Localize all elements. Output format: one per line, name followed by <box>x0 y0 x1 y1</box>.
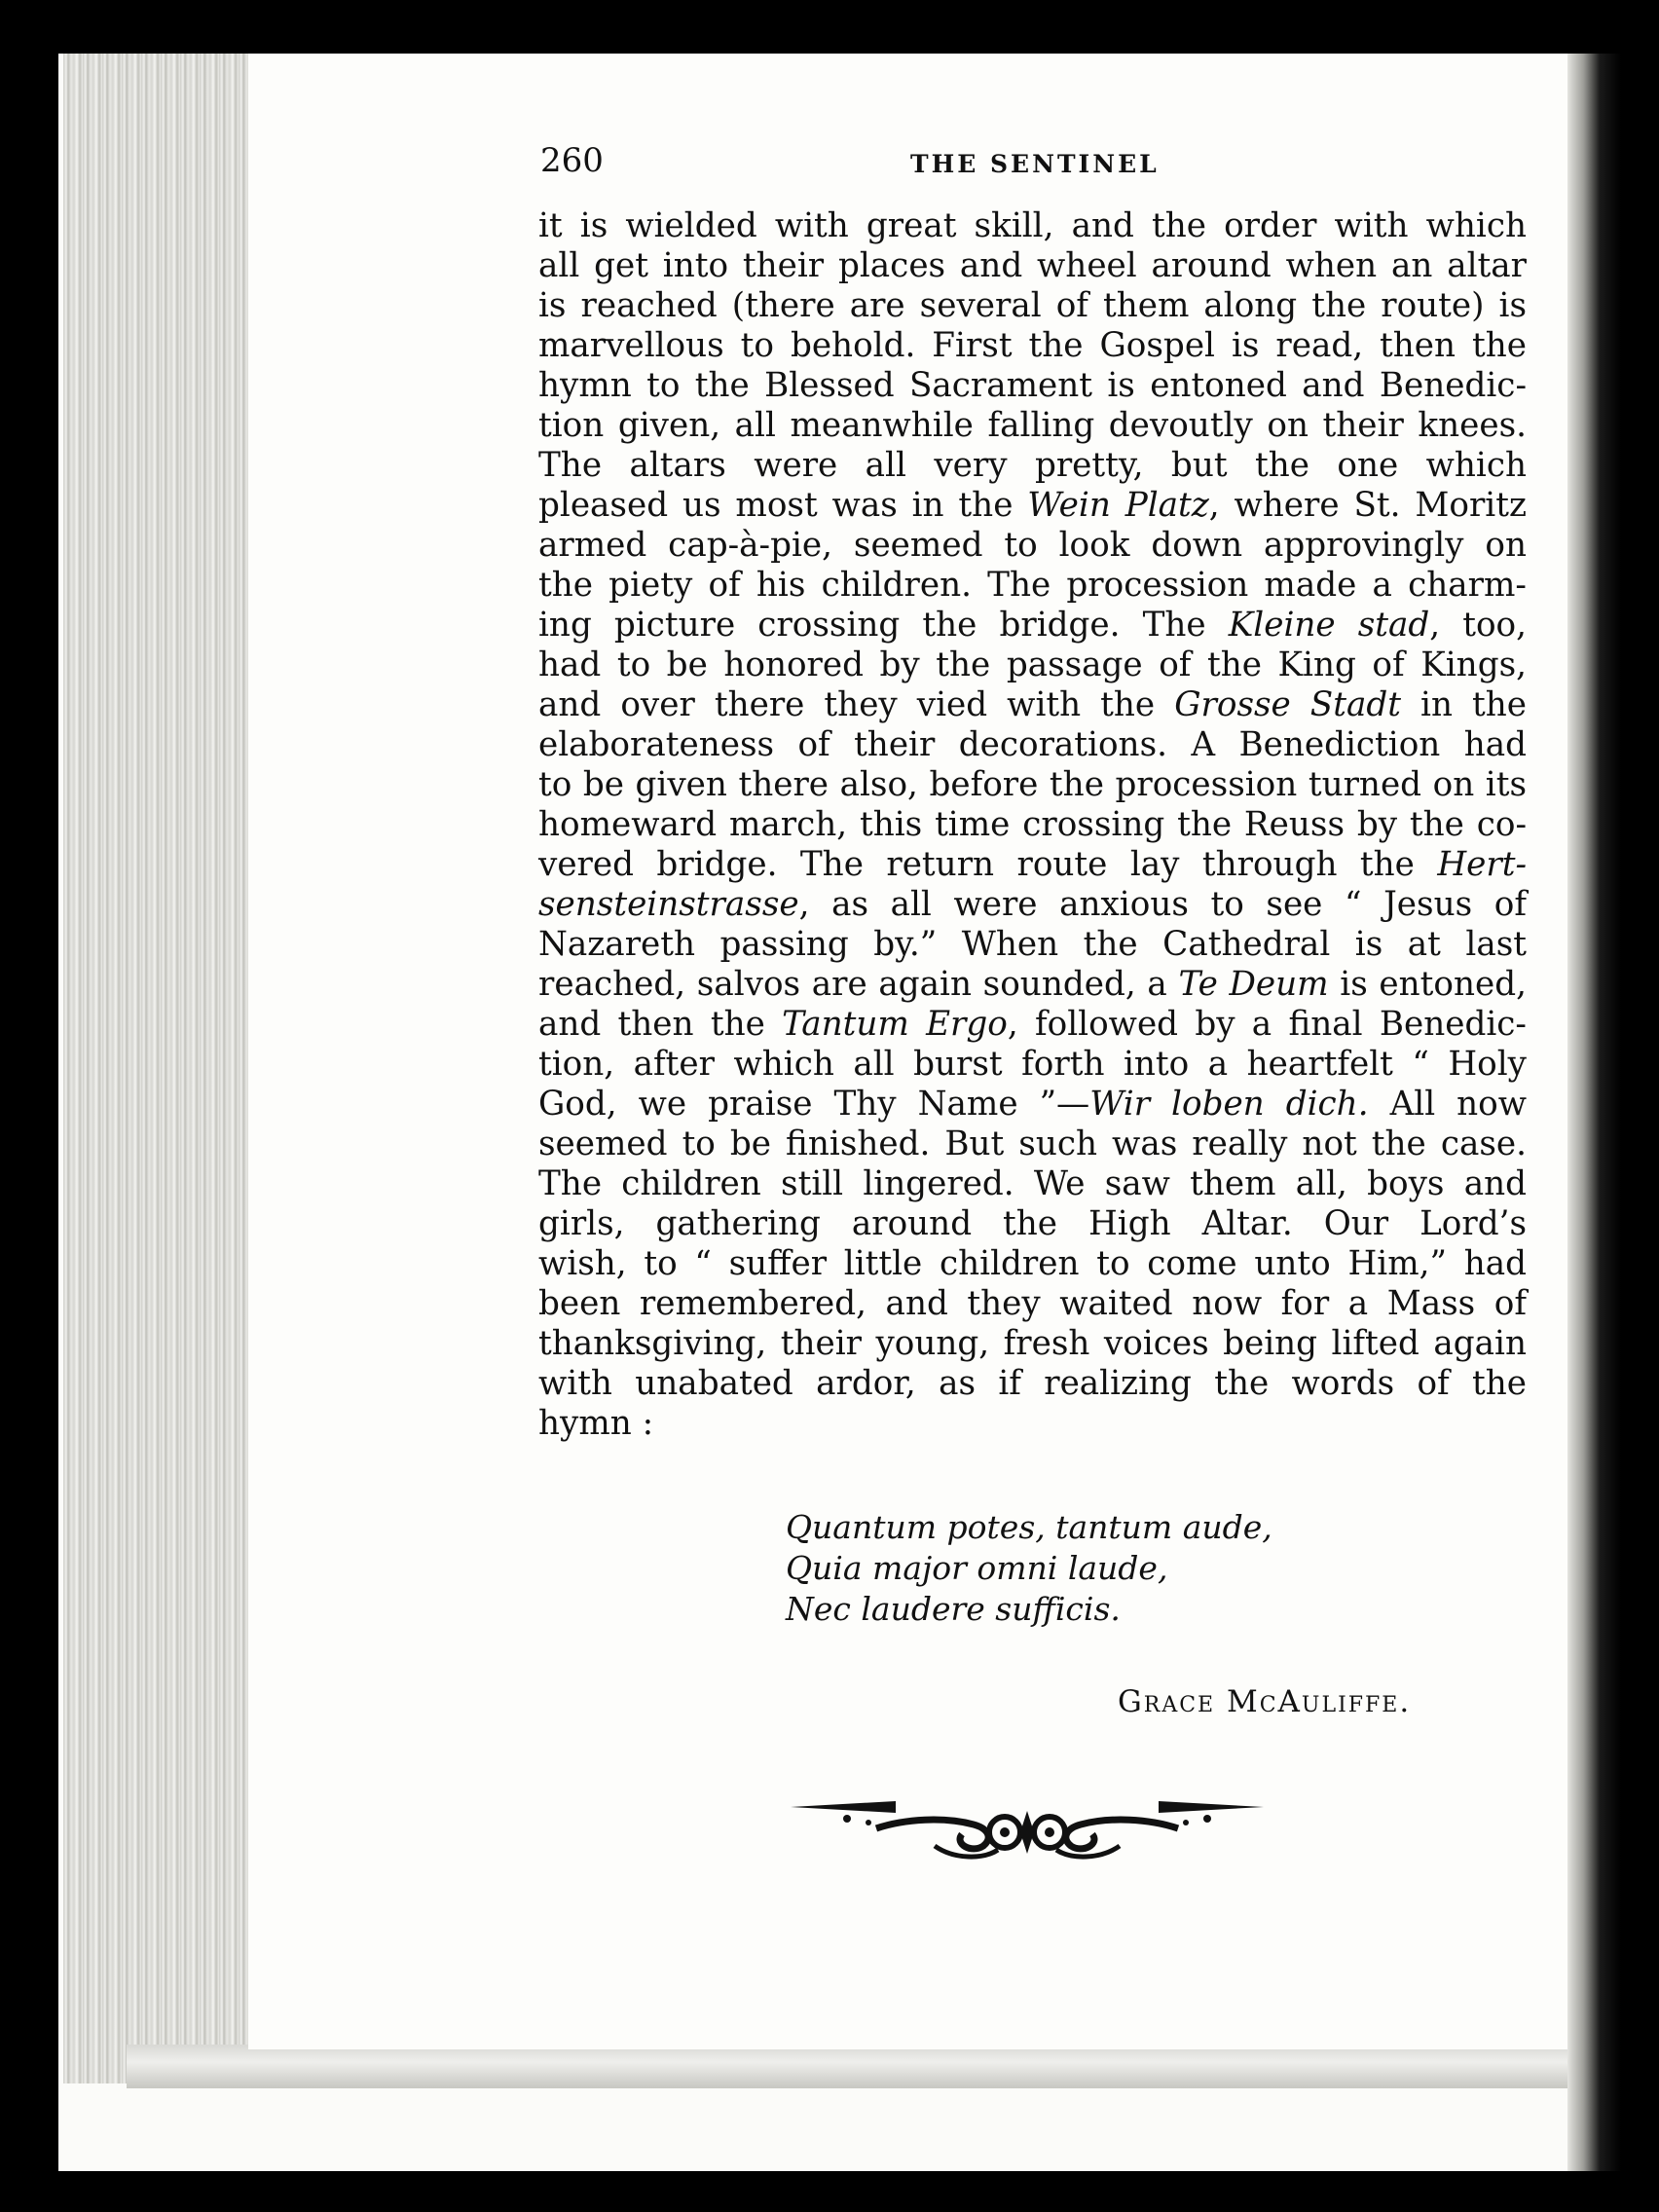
text-segment: it is wielded with great skill, and the order with which <box>538 206 1527 245</box>
text-line <box>538 1284 1527 1324</box>
italic-phrase: Wir loben dich. <box>1089 1085 1369 1124</box>
italic-phrase: Te Deum <box>1178 965 1329 1004</box>
italic-phrase: Grosse Stadt <box>1174 685 1401 724</box>
text-line <box>538 406 1527 446</box>
text-line <box>538 486 1527 526</box>
text-line <box>538 1005 1527 1045</box>
text-segment: hymn : <box>538 1404 654 1443</box>
text-line <box>538 685 1527 725</box>
text-segment: with unabated ardor, as if realizing the words of the <box>538 1364 1527 1403</box>
text-segment: All now <box>1368 1085 1527 1124</box>
text-segment: is reached (there are several of them along the route) is <box>538 286 1527 325</box>
text-segment: marvellous to behold. First the Gospel is read, then the <box>538 326 1527 365</box>
verse-line: Nec laudere sufficis. <box>786 1590 1121 1628</box>
text-line <box>538 1164 1527 1204</box>
text-segment: , as all were anxious to see “ Jesus of <box>798 885 1527 924</box>
page-number: 260 <box>540 141 604 180</box>
text-segment: is entoned, <box>1328 965 1527 1004</box>
text-segment: tion, after which all burst forth into a heartfelt “ Holy <box>538 1045 1527 1084</box>
text-segment: homeward march, this time crossing the Reuss by the co- <box>538 805 1527 844</box>
text-segment: hymn to the Blessed Sacrament is entoned and Benedic- <box>538 366 1527 405</box>
text-segment: , where St. Moritz <box>1208 486 1527 525</box>
text-line <box>538 725 1527 765</box>
tailpiece-scroll-ornament-icon <box>789 1789 1266 1877</box>
text-line <box>538 1045 1527 1085</box>
article-body <box>538 206 1527 1444</box>
right-page-border <box>1567 54 1621 2171</box>
text-segment: and over there they vied with the <box>538 685 1175 724</box>
text-line <box>538 1085 1527 1124</box>
text-line <box>538 246 1527 286</box>
text-segment: the piety of his children. The procession made a charm- <box>538 566 1527 605</box>
text-line <box>538 885 1527 925</box>
text-line <box>538 1404 1527 1444</box>
text-line <box>538 366 1527 406</box>
text-segment: elaborateness of their decorations. A Benediction had <box>538 725 1527 764</box>
text-segment: Nazareth passing by.” When the Cathedral is at last <box>538 925 1527 964</box>
text-segment: The children still lingered. We saw them all, boys and <box>538 1164 1527 1203</box>
running-head <box>540 141 1524 190</box>
italic-phrase: Hert- <box>1437 845 1527 884</box>
text-line <box>538 965 1527 1005</box>
italic-phrase: Kleine stad <box>1228 606 1430 645</box>
text-segment: reached, salvos are again sounded, a <box>538 965 1179 1004</box>
text-line <box>538 805 1527 845</box>
text-line <box>538 1324 1527 1364</box>
text-segment: to be given there also, before the procession turned on its <box>538 765 1527 804</box>
text-segment: thanksgiving, their young, fresh voices being lifted again <box>538 1324 1527 1363</box>
text-line <box>538 526 1527 566</box>
text-line <box>538 925 1527 965</box>
text-line <box>538 566 1527 606</box>
text-segment: in the <box>1400 685 1527 724</box>
text-line <box>538 286 1527 326</box>
text-segment: seemed to be finished. But such was really not the case. <box>538 1124 1527 1163</box>
text-line <box>538 1124 1527 1164</box>
text-segment: pleased us most was in the <box>538 486 1028 525</box>
hymn-verse <box>786 1507 1272 1630</box>
text-segment: been remembered, and they waited now for a Mass of <box>538 1284 1527 1323</box>
text-segment: ing picture crossing the bridge. The <box>538 606 1229 645</box>
text-segment: girls, gathering around the High Altar. Our Lord’s <box>538 1204 1527 1243</box>
text-line <box>538 206 1527 246</box>
text-segment: vered bridge. The return route lay through the <box>538 845 1438 884</box>
author-signature: Grace McAuliffe. <box>1118 1684 1412 1719</box>
text-segment: , too, <box>1429 606 1527 645</box>
text-line <box>538 845 1527 885</box>
text-segment: The altars were all very pretty, but the one which <box>538 446 1527 485</box>
text-line <box>538 645 1527 685</box>
text-line <box>538 606 1527 645</box>
text-line <box>538 1364 1527 1404</box>
text-line <box>538 765 1527 805</box>
text-segment: and then the <box>538 1005 783 1044</box>
book-page-edges <box>63 54 248 2083</box>
italic-phrase: Tantum Ergo <box>782 1005 1008 1044</box>
text-segment: armed cap-à-pie, seemed to look down approvingly on <box>538 526 1527 565</box>
text-segment: tion given, all meanwhile falling devoutly on their knees. <box>538 406 1527 445</box>
text-segment: God, we praise Thy Name ”— <box>538 1085 1090 1124</box>
book-bottom-edge <box>127 2045 1606 2088</box>
text-segment: had to be honored by the passage of the King of Kings, <box>538 645 1527 684</box>
text-line <box>538 326 1527 366</box>
italic-phrase: sensteinstrasse <box>538 885 799 924</box>
text-segment: , followed by a final Benedic- <box>1007 1005 1527 1044</box>
verse-line: Quantum potes, tantum aude, <box>786 1508 1272 1546</box>
text-segment: all get into their places and wheel around when an altar <box>538 246 1527 285</box>
text-line <box>538 1204 1527 1244</box>
italic-phrase: Wein Platz <box>1027 486 1209 525</box>
verse-line: Quia major omni laude, <box>786 1549 1168 1587</box>
journal-title: THE SENTINEL <box>910 150 1160 178</box>
text-line <box>538 1244 1527 1284</box>
text-line <box>538 446 1527 486</box>
text-segment: wish, to “ suffer little children to come unto Him,” had <box>538 1244 1527 1283</box>
